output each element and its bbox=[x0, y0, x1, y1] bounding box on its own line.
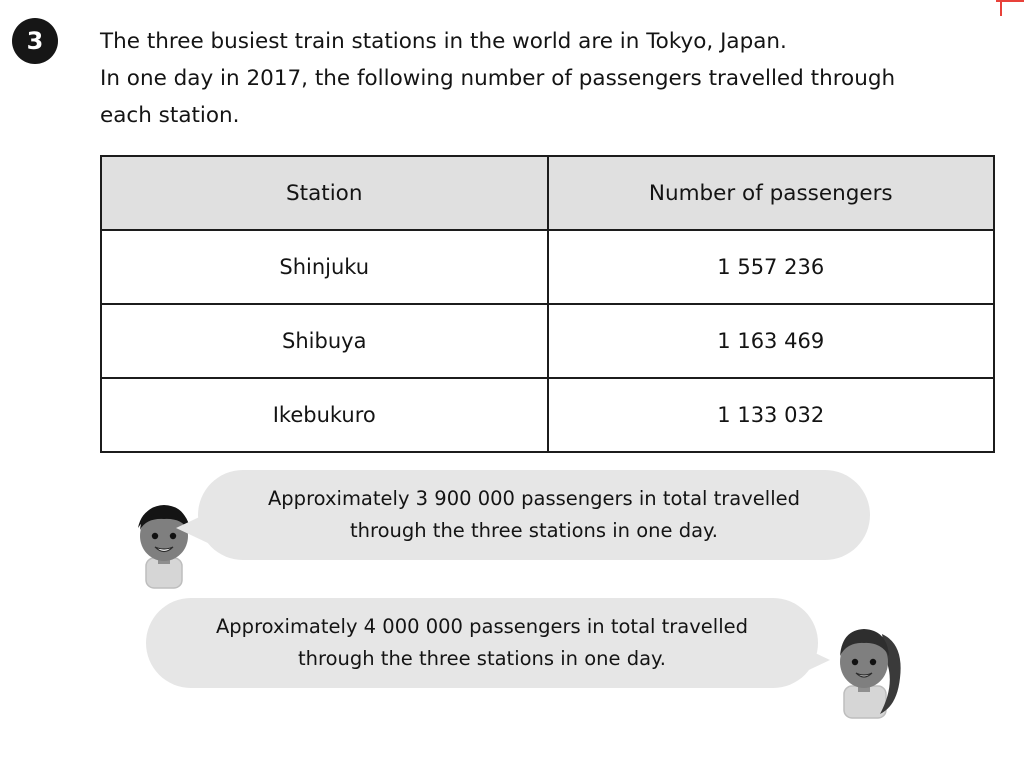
girl-speech-line-1: Approximately 4 000 000 passengers in total travelled bbox=[215, 615, 749, 639]
column-header-station: Station bbox=[101, 156, 548, 230]
cell-passenger-count: 1 163 469 bbox=[548, 304, 995, 378]
table-row bbox=[101, 378, 994, 452]
page-edge-mark-tick bbox=[1000, 0, 1002, 16]
stations-table bbox=[100, 155, 995, 453]
girl-avatar bbox=[820, 612, 912, 720]
table-row bbox=[101, 230, 994, 304]
girl-speech-line-2: through the three stations in one day. bbox=[297, 647, 666, 670]
question-stem bbox=[100, 24, 1000, 135]
cell-passenger-count: 1 133 032 bbox=[548, 378, 995, 452]
cell-passenger-count: 1 557 236 bbox=[548, 230, 995, 304]
girl-speech-bubble bbox=[146, 598, 818, 688]
column-header-passengers: Number of passengers bbox=[548, 156, 995, 230]
cell-station-name: Shibuya bbox=[101, 304, 548, 378]
cell-station-name: Ikebukuro bbox=[101, 378, 548, 452]
cell-station-name: Shinjuku bbox=[101, 230, 548, 304]
boy-speech-line-1: Approximately 3 900 000 passengers in total travelled bbox=[267, 487, 801, 511]
question-stem-line-2: In one day in 2017, the following number of passengers travelled through bbox=[100, 65, 896, 91]
table-row bbox=[101, 304, 994, 378]
table-header-row bbox=[101, 156, 994, 230]
question-stem-line-3: each station. bbox=[100, 102, 240, 128]
question-number-badge: 3 bbox=[12, 18, 58, 64]
question-stem-line-1: The three busiest train stations in the world are in Tokyo, Japan. bbox=[100, 29, 787, 54]
boy-speech-line-2: through the three stations in one day. bbox=[349, 519, 718, 542]
boy-speech-bubble bbox=[198, 470, 870, 560]
